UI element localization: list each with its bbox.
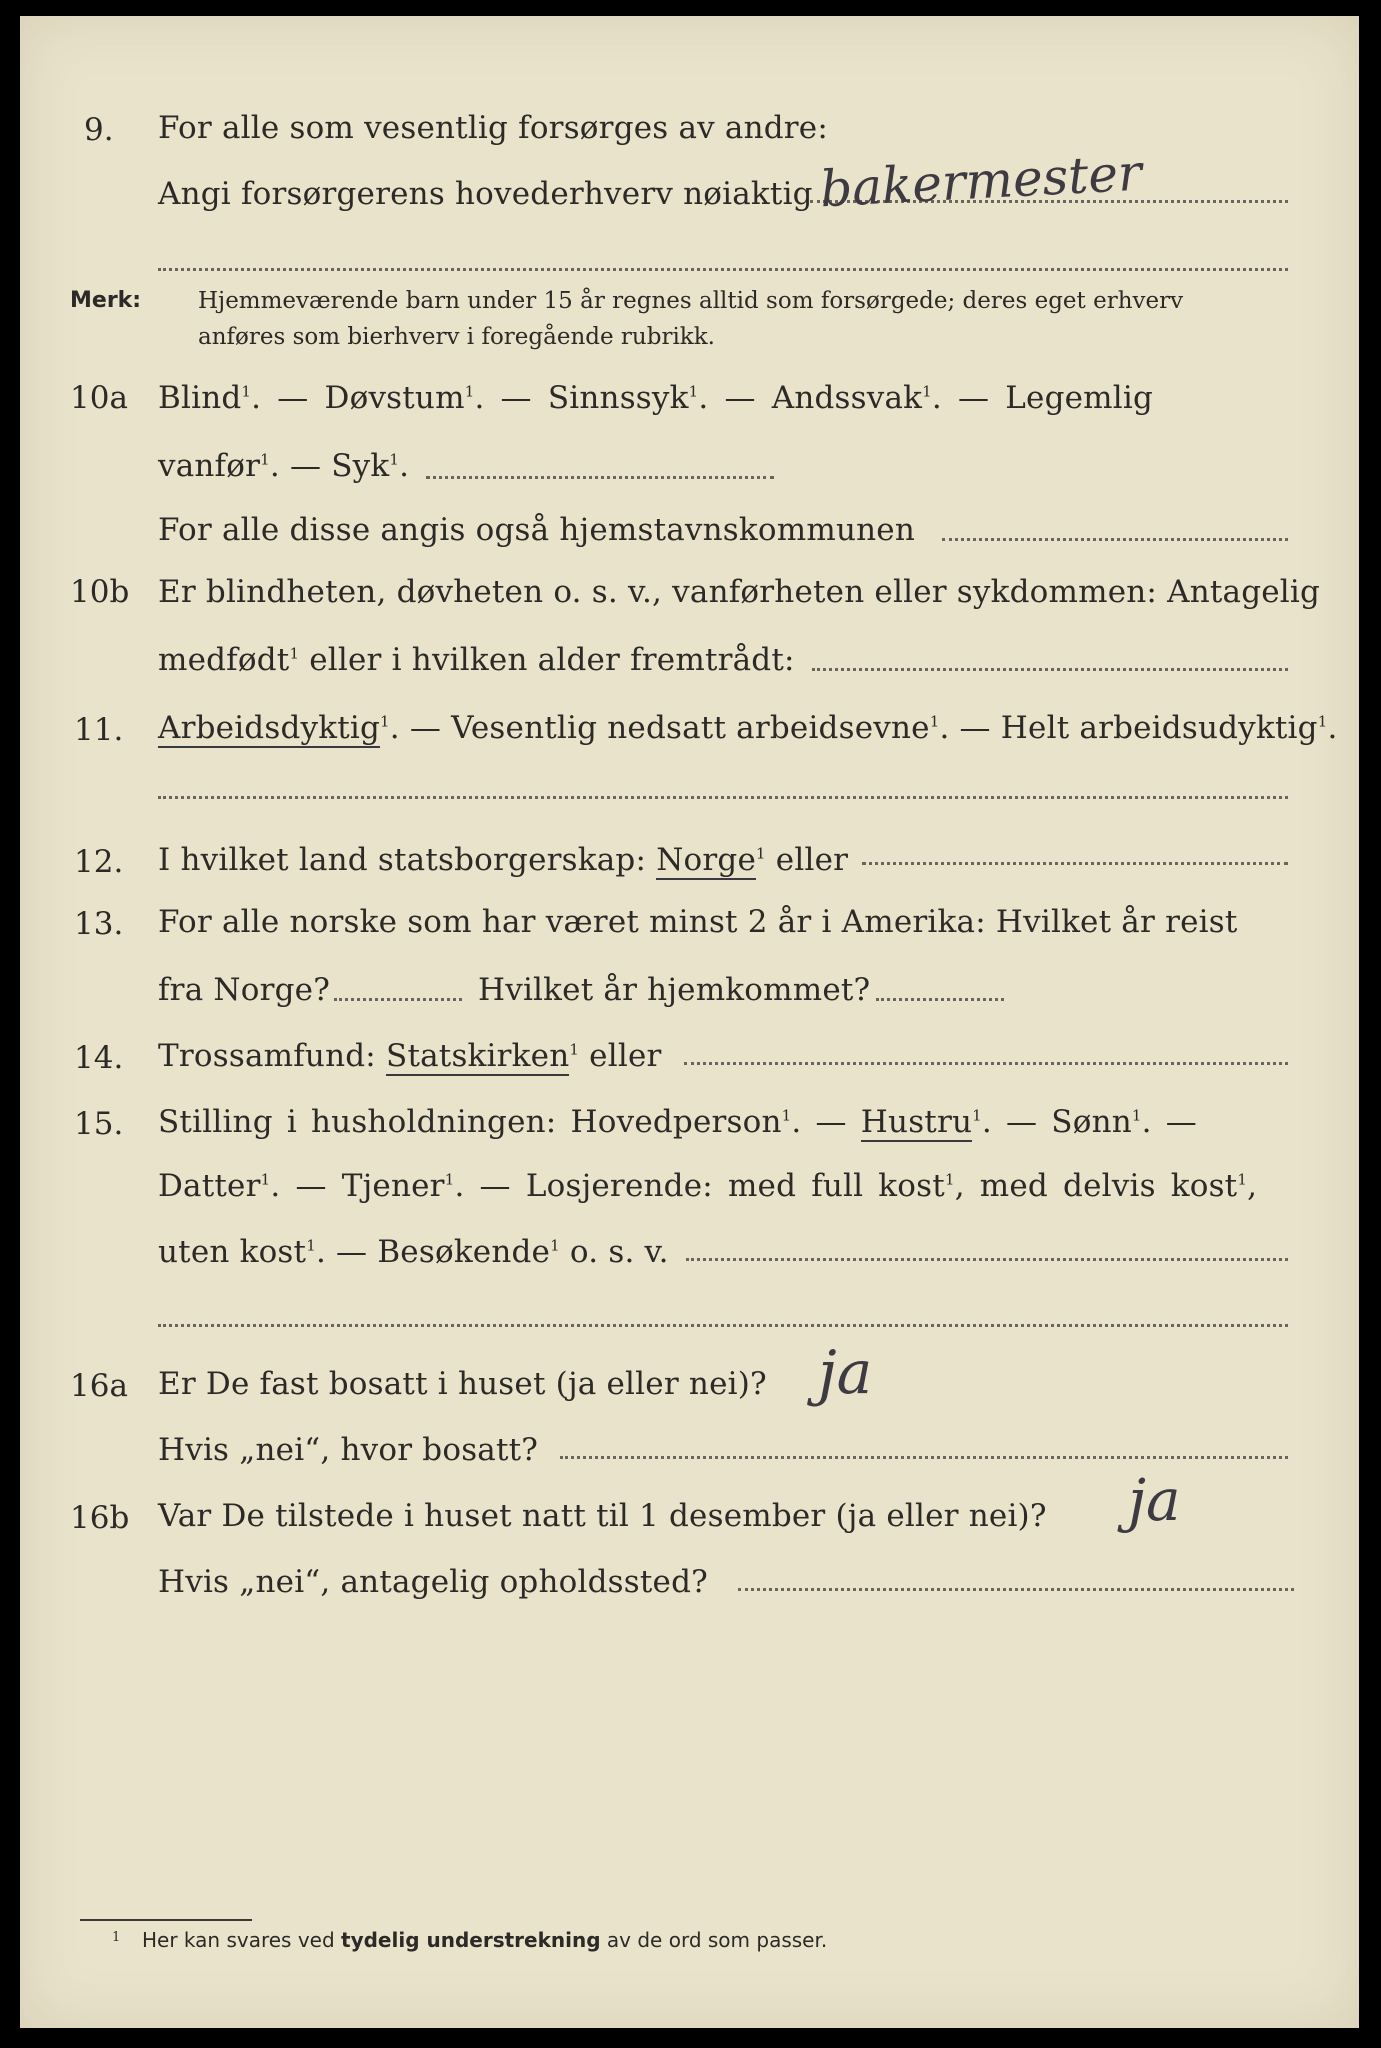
q14-number: 14. [74,1040,124,1076]
q13-line2a: fra Norge? [158,972,331,1008]
q16b-handwritten-answer: ja [1128,1466,1181,1534]
q16b-whereabouts-line[interactable] [738,1588,1294,1591]
q9-line2: Angi forsørgerens hovederhverv nøiaktig [158,176,813,212]
q15-line2: Datter$^1$. — Tjener$^1$. — Losjerende: med full kost$^1$, med delvis kost$^1$, [158,1168,1258,1204]
q11-extra-line[interactable] [158,796,1288,799]
q15-extra-line[interactable] [158,1324,1288,1327]
q13-number: 13. [74,906,124,942]
q13-departure-year-line[interactable] [334,998,462,1001]
footnote-mark: 1 [112,1930,121,1945]
q15-line1: Stilling i husholdningen: Hovedperson$^1$. — Hustru$^1$. — Sønn$^1$. — [158,1104,1197,1140]
q14-option-statskirken[interactable]: Statskirken [386,1038,570,1074]
q9-line1: For alle som vesentlig forsørges av andre: [158,110,828,146]
q15-number: 15. [74,1106,124,1142]
q16a-line2: Hvis „nei“, hvor bosatt? [158,1432,539,1468]
q10b-number: 10b [70,574,130,610]
q9-number: 9. [84,112,114,148]
q10a-line1: Blind$^1$. — Døvstum$^1$. — Sinnssyk$^1$. — Andssvak$^1$. — Legemlig [158,380,1154,416]
merk-line2: anføres som bierhverv i foregående rubrikk. [198,324,715,350]
q10a-line2: vanfør$^1$. — Syk$^1$. [158,448,410,484]
q10a-number: 10a [70,380,128,416]
q12-option-norge[interactable]: Norge [656,842,756,878]
q16a-residence-line[interactable] [560,1456,1288,1459]
form-page [20,16,1359,2028]
q16a-handwritten-answer: ja [818,1338,873,1408]
q9-handwritten-answer: bakermester [818,143,1144,219]
q10a-line2-fill[interactable] [426,476,774,479]
footnote-rule [80,1919,252,1921]
q16b-line2: Hvis „nei“, antagelig opholdssted? [158,1564,708,1600]
q10b-age-line[interactable] [812,668,1288,671]
q11-line: Arbeidsdyktig$^1$. — Vesentlig nedsatt arbeidsevne$^1$. — Helt arbeidsudyktig$^1$. [158,710,1338,746]
q15-other-line[interactable] [686,1258,1288,1261]
q11-option-arbeidsdyktig[interactable]: Arbeidsdyktig [158,710,381,746]
q16b-number: 16b [70,1500,130,1536]
q13-line1: For alle norske som har været minst 2 år i Amerika: Hvilket år reist [158,904,1238,940]
footnote-text: Her kan svares ved tydelig understrekning av de ord som passer. [142,1928,828,1952]
q10b-line2: medfødt$^1$ eller i hvilken alder fremtrådt: [158,642,795,678]
q14-line: Trossamfund: Statskirken$^1$ eller [158,1038,662,1074]
q10b-line1: Er blindheten, døvheten o. s. v., vanførheten eller sykdommen: Antagelig [158,574,1321,610]
q11-number: 11. [74,712,124,748]
q10a-hometown-line[interactable] [942,538,1288,541]
q15-option-hustru[interactable]: Hustru [860,1104,973,1140]
q15-line3: uten kost$^1$. — Besøkende$^1$ o. s. v. [158,1234,669,1270]
merk-label: Merk: [70,288,142,313]
q12-line: I hvilket land statsborgerskap: Norge$^1$ eller [158,842,849,878]
q12-number: 12. [74,844,124,880]
q13-return-year-line[interactable] [876,998,1004,1001]
q16a-number: 16a [70,1368,128,1404]
q14-other-line[interactable] [684,1062,1288,1065]
merk-line1: Hjemmeværende barn under 15 år regnes alltid som forsørgede; deres eget erhverv [198,288,1184,314]
q13-line2b: Hvilket år hjemkommet? [478,972,871,1008]
q12-other-line[interactable] [862,862,1288,865]
q16b-line1: Var De tilstede i huset natt til 1 desember (ja eller nei)? [158,1498,1047,1534]
q10a-line3: For alle disse angis også hjemstavnskommunen [158,512,915,548]
q9-extra-line[interactable] [158,268,1288,271]
q16a-line1: Er De fast bosatt i huset (ja eller nei)? [158,1366,767,1402]
